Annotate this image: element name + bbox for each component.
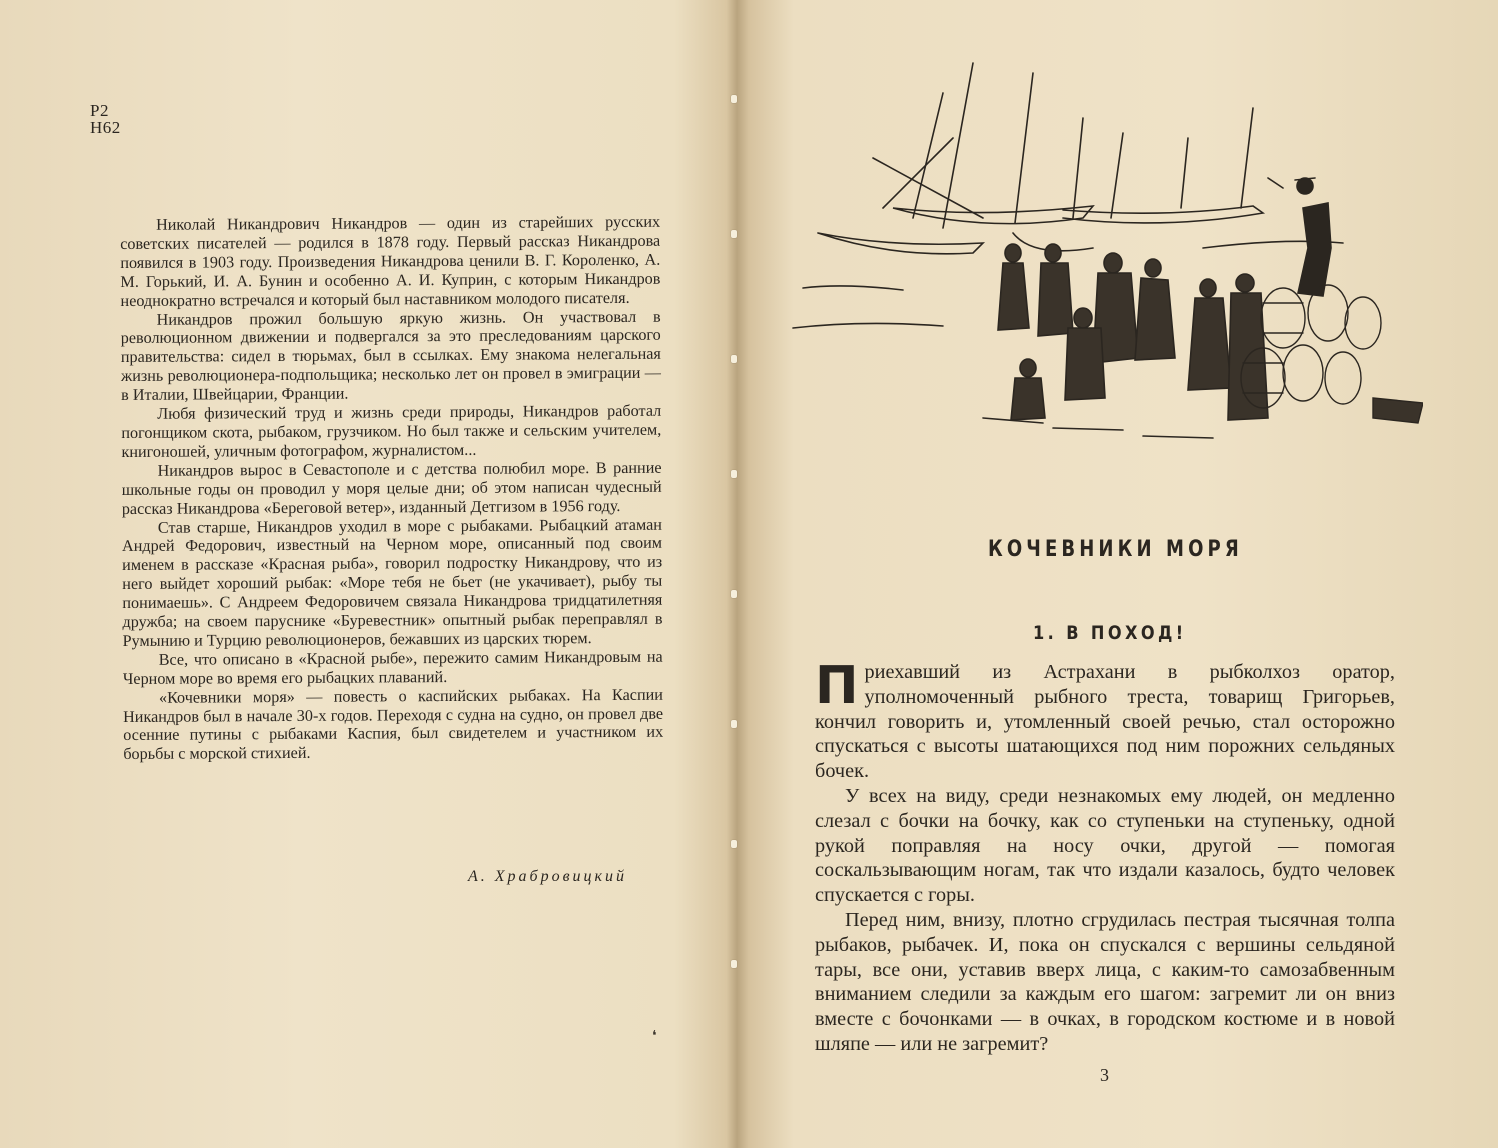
book-title: КОЧЕВНИКИ МОРЯ [988, 537, 1243, 562]
intro-paragraph: Любя физический труд и жизнь среди природы, Никандров работал погонщиком скота, рыбаком, грузчиком. Но был также и сельским учителем, книгоношей, уличным фотографом, журналистом... [121, 401, 662, 461]
intro-paragraph: Все, что описано в «Красной рыбе», пережито самим Никандровым на Черном море во время его рыбацких плаваний. [122, 647, 663, 688]
story-paragraph: У всех на виду, среди незнакомых ему людей, он медленно слезал с бочки на бочку, как со ступеньки на ступеньку, одной рукой поправляя на носу очки, другой — помогая соскальзывающим ногам, так что издали казалось, будто человек спускается с горы. [815, 784, 1395, 907]
author-signature: А. Храбровицкий [468, 868, 628, 885]
intro-paragraph: Николай Никандрович Никандров — один из старейших русских советских писателей — родился в 1878 году. Первый рассказ Никандрова появился в 1903 году. Произведения Никандрова ценили В. Г. Короленко, А. М. Горький, И. А. Бунин и особенно А. И. Куприн, с которым Никандров неоднократно встречался и который был наставником молодого писателя. [120, 212, 661, 310]
story-paragraph [815, 656, 1395, 784]
intro-paragraph: Никандров прожил большую яркую жизнь. Он участвовал в революционном движении и подвергался за это преследованиям царского правительства: сидел в тюрьмах, был в ссылках. Ему знакома нелегальная жизнь революционера-подпольщика; несколько лет он провел в эмиграции — в Италии, Швейцарии, Франции. [120, 307, 662, 405]
library-classification [90, 102, 121, 136]
drop-cap: П [815, 656, 859, 716]
intro-paragraph: «Кочевники моря» — повесть о каспийских рыбаках. На Каспии Никандров был в начале 30-х годов. Переходя с судна на судно, он провел две осенние путины с рыбаками Каспия, был свидетелем и участником их борьбы с морской стихией. [123, 685, 664, 764]
harbor-illustration [783, 58, 1423, 448]
intro-paragraph: Никандров вырос в Севастополе и с детства полюбил море. В ранние школьные годы он проводил у моря целые дни; об этом написан чудесный рассказ Никандрова «Береговой ветер», изданный Детгизом в 1956 году. [121, 458, 662, 518]
page-number: 3 [1100, 1065, 1109, 1085]
ink-speck: ❛ [652, 1029, 657, 1044]
story-text [815, 656, 1395, 1057]
introduction-text [120, 213, 663, 765]
classification-code-2: Н62 [90, 118, 121, 137]
chapter-title: 1. В ПОХОД! [1033, 622, 1187, 644]
story-paragraph: Перед ним, внизу, плотно сгрудилась пестрая тысячная толпа рыбаков, рыбачек. И, пока он спускался с вершины сельдяной тары, все они, уставив вверх лица, с каким-то самозабвенным вниманием следили за каждым его шагом: загремит ли он вниз вместе с бочонками — в очках, в городском костюме и в новой шляпе — или не загремит? [815, 908, 1395, 1055]
intro-paragraph: Став старше, Никандров уходил в море с рыбаками. Рыбацкий атаман Андрей Федорович, известный на Черном море, описанный под своим именем в рассказе «Красная рыба», говорил подростку Никандрову, что из него выйдет хороший рыбак: «Море тебя не бьет (не укачивает), рыбу ты понимаешь». С Андреем Федоровичем связала Никандрова тридцатилетняя дружба; на своем паруснике «Буревестник» опытный рыбак переправлял в Румынию и Турцию революционеров, бежавших из царских тюрем. [121, 515, 663, 650]
left-page [0, 0, 735, 1148]
story-paragraph-text: риехавший из Астрахани в рыбколхоз оратор, уполномоченный рыбного треста, товарищ Григорьев, кончил говорить и, утомленный своей речью, стал осторожно спускаться с высоты шатающихся под ним порожних сельдяных бочек. [815, 661, 1395, 783]
classification-code-1: Р2 [90, 101, 109, 120]
